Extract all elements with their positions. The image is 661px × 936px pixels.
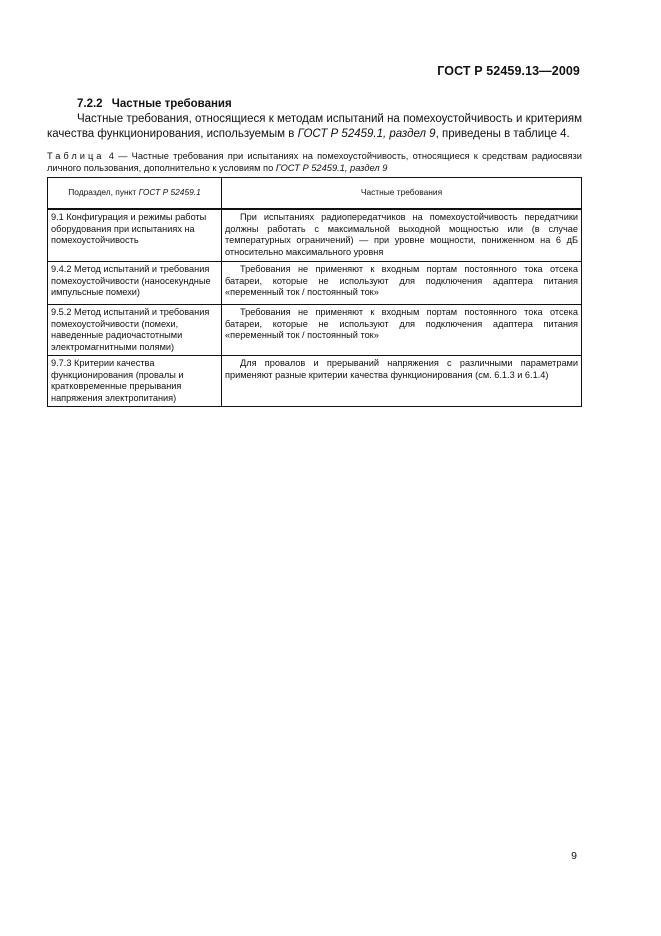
caption-label: Таблица [47,151,105,161]
cell-subsection: 9.7.3 Критерии качества функционирования (провалы и кратковременные прерывания напряжения электропитания) [48,356,222,407]
table-row [48,262,582,305]
caption-text: — Частные требования при испытаниях на помехоустойчивость, относящиеся к средствам радиосвязи личного пользования, дополнительно к условиям по [47,151,582,173]
table-caption [47,150,582,174]
requirement-text: При испытаниях радиопередатчиков на помехоустойчивость передатчики должны работать с максимальной выходной мощностью или (в случае температурных ограничений) — при уровне мощности, пониженном на 6 дБ относительно максимального уровня [225,212,578,257]
cell-requirement [222,356,582,407]
section-heading [77,98,232,110]
table-row [48,305,582,356]
requirement-text: Для провалов и прерываний напряжения с различными параметрами применяют разные критерии качества функционирования (см. 6.1.3 и 6.1.4) [225,358,578,380]
requirement-text: Требования не применяют к входным портам постоянного тока отсека батареи, которые не используют для подключения адаптера питания «переменный ток / постоянный ток» [225,264,578,297]
cell-subsection: 9.5.2 Метод испытаний и требования помехоустойчивости (помехи, наведенные радиочастотными электромагнитными полями) [48,305,222,356]
header-subsection-label: Подраздел, пункт [68,187,139,198]
table-row [48,209,582,262]
table-header-row [48,178,582,210]
paragraph-reference: ГОСТ Р 52459.1, раздел 9 [297,128,436,140]
header-subsection-reference: ГОСТ Р 52459.1 [138,187,201,198]
document-code-header: ГОСТ Р 52459.13—2009 [437,64,580,78]
requirement-text: Требования не применяют к входным портам постоянного тока отсека батареи, которые не используют для подключения адаптера питания «переменный ток / постоянный ток» [225,307,578,340]
header-subsection [48,178,222,210]
page-number: 9 [571,850,577,862]
cell-subsection: 9.4.2 Метод испытаний и требования помехоустойчивости (наносекундные импульсные помехи) [48,262,222,305]
paragraph-text-end: , приведены в таблице 4. [435,128,570,140]
section-number: 7.2.2 [77,98,103,110]
paragraph-text: Частные требования, относящиеся к методам испытаний на помехоустойчивость и критериям качества функционирования, используемым в [47,113,582,140]
caption-number: 4 [108,151,114,161]
cell-subsection: 9.1 Конфигурация и режимы работы оборудования при испытаниях на помехоустойчивость [48,209,222,262]
caption-reference: ГОСТ Р 52459.1, раздел 9 [275,163,388,173]
table-row [48,356,582,407]
cell-requirement [222,209,582,262]
section-paragraph [47,112,582,142]
requirements-table [47,177,582,407]
cell-requirement [222,305,582,356]
section-title: Частные требования [111,98,232,110]
header-requirements: Частные требования [222,178,582,210]
cell-requirement [222,262,582,305]
